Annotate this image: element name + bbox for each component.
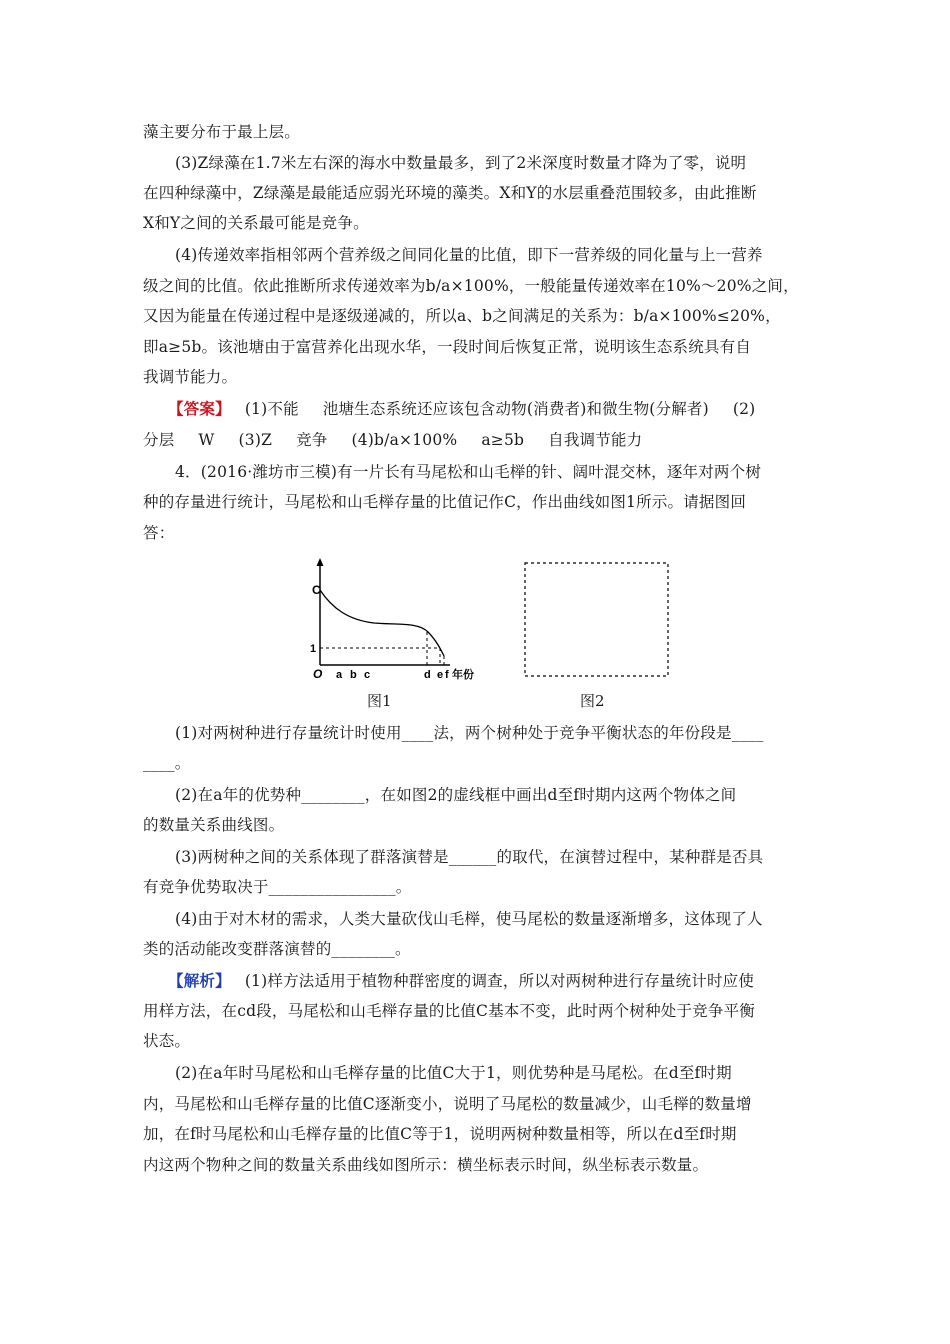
x-tick-b: b: [350, 669, 357, 681]
answer-text: (2): [732, 400, 756, 418]
y-label: C: [312, 583, 321, 597]
text-line: 级之间的比值。依此推断所求传递效率为b/a×100%，一般能量传递效率在10%～20%之间，: [143, 277, 799, 295]
figure-2-blank-box: [524, 562, 670, 678]
x-unit: 年份: [452, 669, 474, 681]
figure-1-graph: [300, 552, 490, 686]
dashed-frame: [525, 563, 668, 676]
sub-question-line: ____。: [143, 754, 191, 772]
text-line: 我调节能力。: [143, 368, 238, 386]
x-tick-e: e: [437, 669, 444, 681]
text-line: X和Y之间的关系最可能是竞争。: [143, 214, 369, 232]
analysis-line: (2)在a年时马尾松和山毛榉存量的比值C大于1，则优势种是马尾松。在d至f时期: [175, 1064, 732, 1082]
answer-text: (4)b/a×100%: [351, 431, 458, 449]
analysis-line: 内，马尾松和山毛榉存量的比值C逐渐变小，说明了马尾松的数量减少，山毛榉的数量增: [143, 1095, 752, 1113]
sub-question-line: 类的活动能改变群落演替的________。: [143, 940, 411, 958]
figure-1-caption: 图1: [367, 692, 392, 710]
answer-text: (1)不能: [244, 400, 299, 418]
analysis-line-1: [168, 971, 828, 991]
question-4-line: 4．(2016·潍坊市三模)有一片长有马尾松和山毛榉的针、阔叶混交林，逐年对两个树: [175, 463, 762, 481]
answer-line-1: [168, 399, 828, 419]
answer-text: 竞争: [296, 431, 328, 449]
answer-text: W: [198, 431, 215, 449]
sub-question-line: (1)对两树种进行存量统计时使用____法，两个树种处于竞争平衡状态的年份段是____: [175, 724, 764, 742]
question-4-line: 种的存量进行统计，马尾松和山毛榉存量的比值记作C，作出曲线如图1所示。请据图回: [143, 493, 747, 511]
sub-question-line: (4)由于对木材的需求，人类大量砍伐山毛榉，使马尾松的数量逐渐增多，这体现了人: [175, 910, 763, 928]
x-tick-a: a: [336, 669, 343, 681]
analysis-line: 加，在f时马尾松和山毛榉存量的比值C等于1，说明两树种数量相等，所以在d至f时期: [143, 1125, 737, 1143]
question-4-line: 答：: [143, 524, 175, 542]
analysis-tag: 【解析】: [168, 971, 231, 990]
figure-2-caption: 图2: [580, 692, 605, 710]
text-line: 在四种绿藻中，Z绿藻是最能适应弱光环境的藻类。X和Y的水层重叠范围较多，由此推断: [143, 184, 757, 202]
text-line: 又因为能量在传递过程中是逐级递减的，所以a、b之间满足的关系为：b/a×100%≤20%，: [143, 307, 781, 325]
analysis-line: 用样方法，在cd段，马尾松和山毛榉存量的比值C基本不变，此时两个树种处于竞争平衡: [143, 1002, 755, 1020]
ratio-curve: [320, 590, 444, 656]
answer-text: 池塘生态系统还应该包含动物(消费者)和微生物(分解者): [322, 400, 709, 418]
text-line: (4)传递效率指相邻两个营养级之间同化量的比值，即下一营养级的同化量与上一营养: [175, 246, 763, 264]
answer-text: 自我调节能力: [548, 431, 643, 449]
analysis-text: (1)样方法适用于植物种群密度的调查，所以对两树种进行存量统计时应使: [244, 972, 755, 990]
analysis-line: 内这两个物种之间的数量关系曲线如图所示：横坐标表示时间，纵坐标表示数量。: [143, 1156, 709, 1174]
sub-question-line: 有竞争优势取决于________________。: [143, 878, 412, 896]
text-line: 即a≥5b。该池塘由于富营养化出现水华，一段时间后恢复正常，说明该生态系统具有自: [143, 338, 752, 356]
answer-line-2: [143, 430, 823, 450]
x-tick-c: c: [364, 669, 371, 681]
x-tick-f: f: [445, 669, 449, 681]
sub-question-line: (2)在a年的优势种________，在如图2的虚线框中画出d至f时期内这两个物体之间: [175, 786, 737, 804]
answer-tag: 【答案】: [168, 399, 231, 418]
answer-text: 分层: [143, 431, 175, 449]
answer-text: (3)Z: [238, 431, 273, 449]
text-line: (3)Z绿藻在1.7米左右深的海水中数量最多，到了2米深度时数量才降为了零，说明: [175, 154, 747, 172]
analysis-line: 状态。: [143, 1032, 191, 1050]
text-line: 藻主要分布于最上层。: [143, 123, 301, 141]
x-tick-d: d: [424, 669, 431, 681]
origin-label: O: [313, 667, 323, 681]
answer-text: a≥5b: [481, 431, 525, 449]
sub-question-line: 的数量关系曲线图。: [143, 816, 285, 834]
y-tick-1: 1: [310, 643, 317, 655]
y-axis-arrow: [317, 558, 324, 566]
sub-question-line: (3)两树种之间的关系体现了群落演替是______的取代，在演替过程中，某种群是否具: [175, 848, 764, 866]
